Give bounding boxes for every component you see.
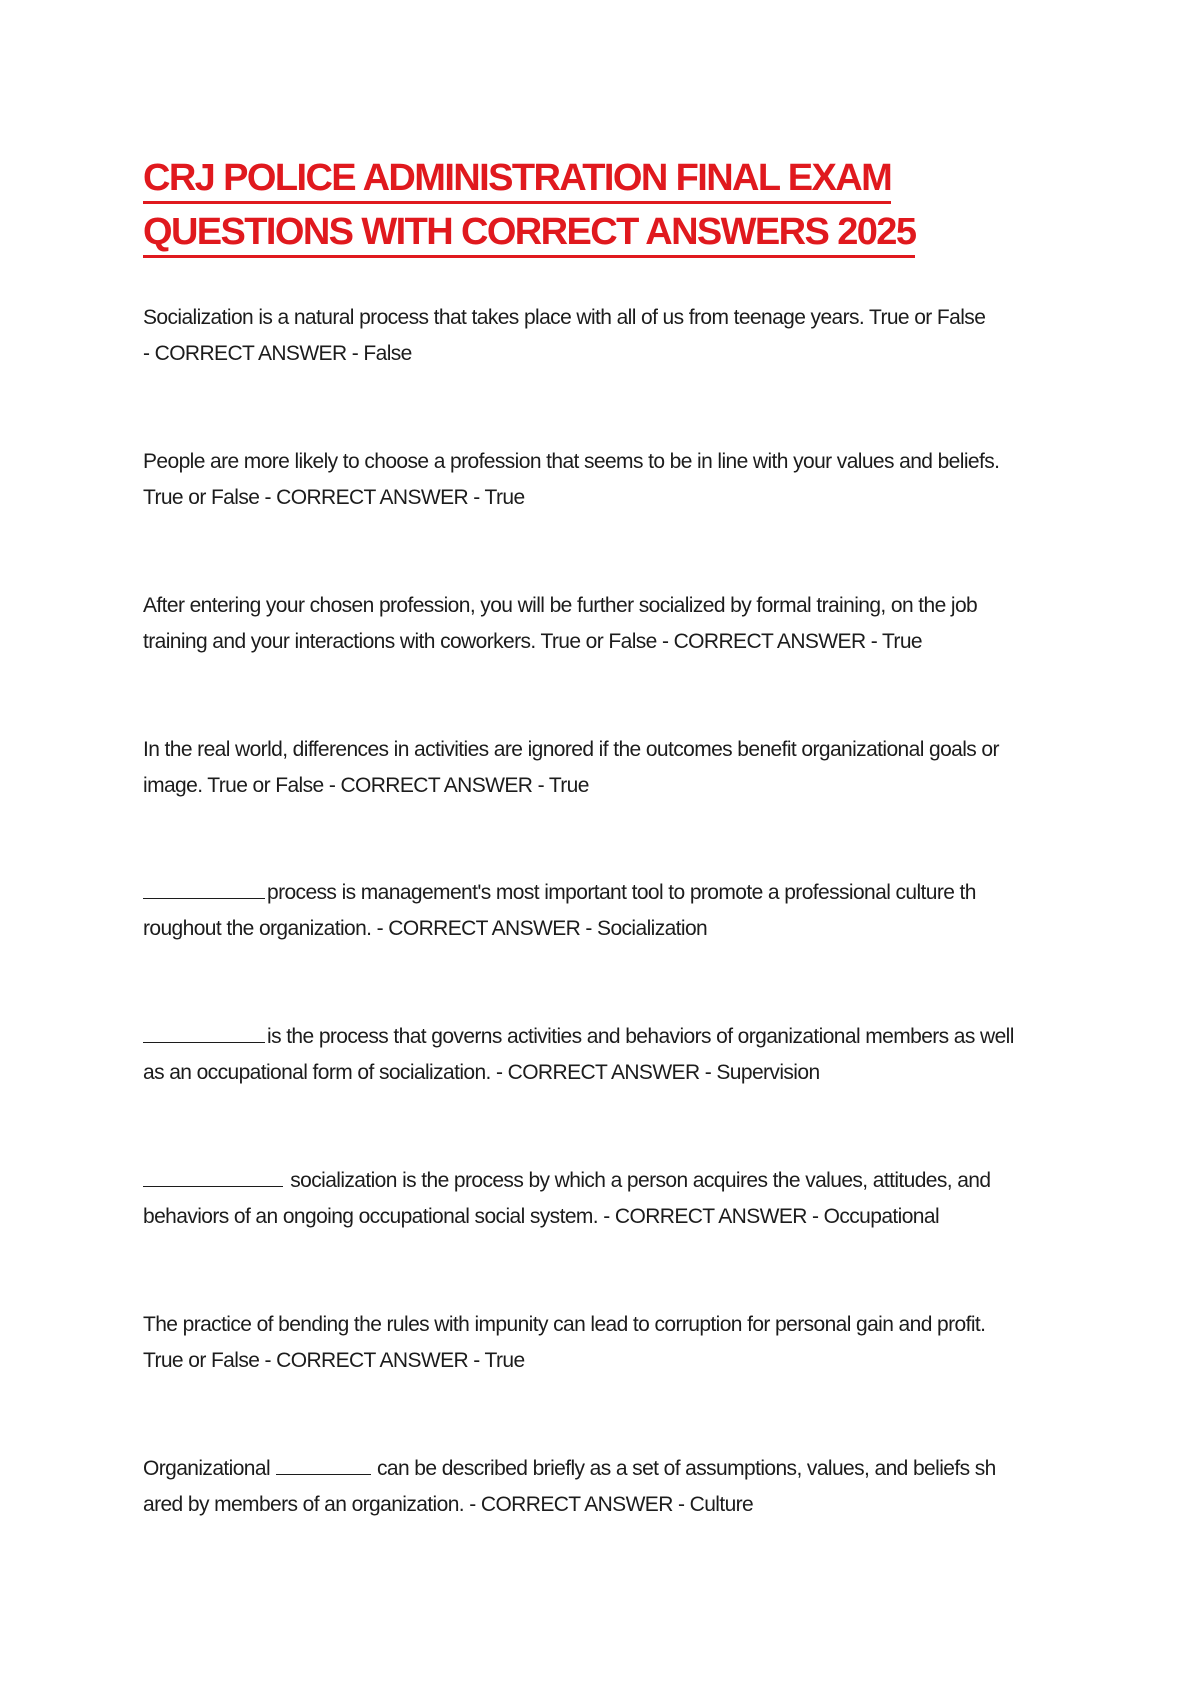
question-answer: roughout the organization. - CORRECT ANSWER - Socialization <box>143 917 708 940</box>
question-text-after-blank: can be described briefly as a set of assumptions, values, and beliefs sh <box>377 1457 996 1480</box>
question-text: People are more likely to choose a profession that seems to be in line with your values and beliefs. <box>143 450 1000 473</box>
question-answer: as an occupational form of socialization. - CORRECT ANSWER - Supervision <box>143 1061 820 1084</box>
question-text: After entering your chosen profession, you will be further socialized by formal training, on the job <box>143 594 978 617</box>
question-answer: True or False - CORRECT ANSWER - True <box>143 486 525 509</box>
question-text: The practice of bending the rules with impunity can lead to corruption for personal gain and profit. <box>143 1313 986 1336</box>
question-item <box>143 1451 1063 1523</box>
question-item <box>143 300 1063 372</box>
question-answer: True or False - CORRECT ANSWER - True <box>143 1349 525 1372</box>
answer-blank <box>143 1164 283 1187</box>
question-text: Socialization is a natural process that takes place with all of us from teenage years. True or False <box>143 306 986 329</box>
question-text: In the real world, differences in activities are ignored if the outcomes benefit organizational goals or <box>143 738 999 761</box>
question-item <box>143 588 1063 660</box>
question-item <box>143 1163 1063 1235</box>
question-item <box>143 1307 1063 1379</box>
question-answer: - CORRECT ANSWER - False <box>143 342 412 365</box>
answer-blank <box>143 876 265 899</box>
question-text-after-blank: socialization is the process by which a person acquires the values, attitudes, and <box>290 1169 991 1192</box>
question-answer: image. True or False - CORRECT ANSWER - True <box>143 774 589 797</box>
question-item <box>143 732 1063 804</box>
answer-blank <box>276 1452 371 1475</box>
question-text <box>143 875 1063 911</box>
document-title <box>143 156 1043 264</box>
question-item <box>143 1019 1063 1091</box>
question-text-before-blank: Organizational <box>143 1457 271 1480</box>
question-answer: ared by members of an organization. - CORRECT ANSWER - Culture <box>143 1493 754 1516</box>
question-text <box>143 1163 1063 1199</box>
question-text <box>143 1019 1063 1055</box>
question-text-after-blank: process is management's most important tool to promote a professional culture th <box>267 881 976 904</box>
question-answer: behaviors of an ongoing occupational social system. - CORRECT ANSWER - Occupational <box>143 1205 940 1228</box>
question-text-after-blank: is the process that governs activities and behaviors of organizational members as well <box>267 1025 1014 1048</box>
title-line-2: QUESTIONS WITH CORRECT ANSWERS 2025 <box>143 210 915 258</box>
title-line-1: CRJ POLICE ADMINISTRATION FINAL EXAM <box>143 156 891 204</box>
answer-blank <box>143 1020 265 1043</box>
question-item <box>143 444 1063 516</box>
question-item <box>143 875 1063 947</box>
question-text <box>143 1451 1063 1487</box>
question-answer: training and your interactions with coworkers. True or False - CORRECT ANSWER - True <box>143 630 922 653</box>
